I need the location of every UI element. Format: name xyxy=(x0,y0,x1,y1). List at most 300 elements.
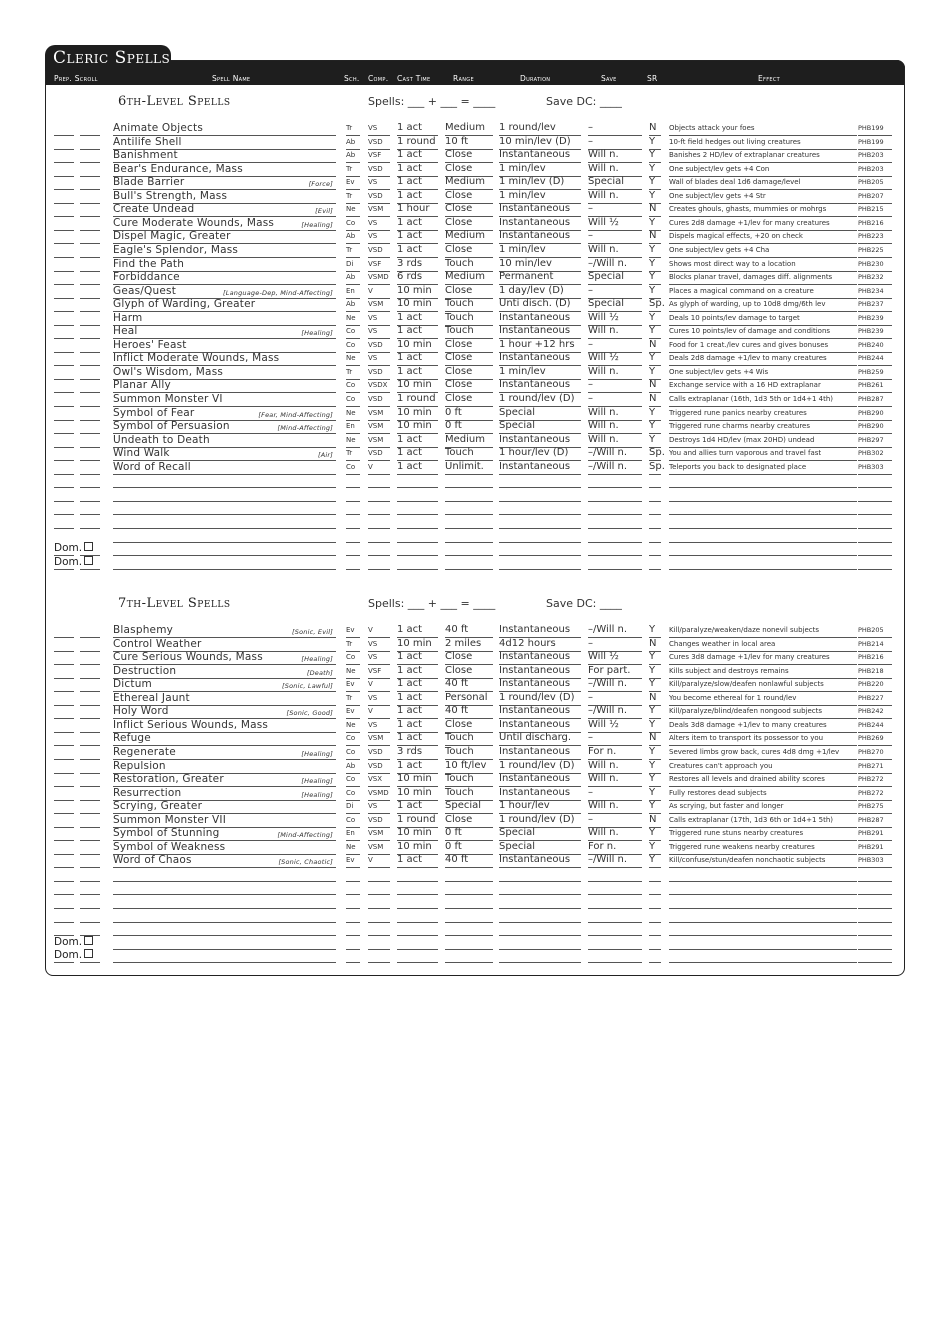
prepared-field[interactable] xyxy=(54,420,74,434)
prepared-field[interactable] xyxy=(54,434,74,448)
spell-row xyxy=(0,352,950,366)
prepared-field[interactable] xyxy=(54,339,74,353)
spell-name xyxy=(113,949,336,963)
spell-comp xyxy=(368,529,390,543)
spell-dur-text: Special xyxy=(499,840,536,852)
domain-checkbox[interactable] xyxy=(84,936,93,945)
spell-sr xyxy=(649,298,665,312)
spell-save xyxy=(588,447,642,461)
spell-sr-text: Y xyxy=(649,257,656,269)
scroll-field[interactable] xyxy=(80,136,100,150)
spell-ref-text: PHB287 xyxy=(858,815,884,824)
spell-descriptor: [Healing] xyxy=(301,655,333,664)
spell-dur xyxy=(499,800,581,814)
spell-effect xyxy=(669,461,857,475)
spell-sch-text: Ev xyxy=(346,178,355,187)
prepared-field[interactable] xyxy=(54,136,74,150)
prepared-field[interactable] xyxy=(54,447,74,461)
prepared-field[interactable] xyxy=(54,271,74,285)
domain-slot[interactable] xyxy=(54,936,102,949)
prepared-field[interactable] xyxy=(54,176,74,190)
spell-effect-text: One subject/lev gets +4 Con xyxy=(669,164,770,173)
scroll-field[interactable] xyxy=(80,787,100,801)
spell-save xyxy=(588,461,642,475)
spell-ref xyxy=(858,542,892,556)
spell-name xyxy=(113,434,336,448)
spell-comp-text: V xyxy=(368,626,373,634)
prepared-field[interactable] xyxy=(54,881,74,895)
spell-ref xyxy=(858,705,892,719)
spell-sch-text: Di xyxy=(346,802,354,811)
spell-name-text: Eagle's Splendor, Mass xyxy=(113,243,239,256)
spell-comp-text: VSD xyxy=(368,747,383,756)
scroll-field[interactable] xyxy=(80,922,100,936)
spell-save xyxy=(588,217,642,231)
blank-spell-row xyxy=(0,474,950,488)
prepared-field[interactable] xyxy=(54,827,74,841)
prepared-field[interactable] xyxy=(54,461,74,475)
spell-cast xyxy=(397,746,438,760)
spell-range-text: 0 ft xyxy=(445,406,462,418)
prepared-field[interactable] xyxy=(54,190,74,204)
prepared-field[interactable] xyxy=(54,352,74,366)
domain-checkbox[interactable] xyxy=(84,949,93,958)
scroll-field[interactable] xyxy=(80,501,100,515)
scroll-field[interactable] xyxy=(80,366,100,380)
spell-cast xyxy=(397,854,438,868)
spell-sr xyxy=(649,692,661,706)
prepared-field[interactable] xyxy=(54,515,74,529)
scroll-field[interactable] xyxy=(80,190,100,204)
scroll-field[interactable] xyxy=(80,149,100,163)
spell-name xyxy=(113,760,336,774)
spell-ref xyxy=(858,379,892,393)
spell-name xyxy=(113,678,336,692)
prepared-field[interactable] xyxy=(54,922,74,936)
prepared-field[interactable] xyxy=(54,895,74,909)
spell-ref-text: PHB230 xyxy=(858,259,884,268)
scroll-field[interactable] xyxy=(80,488,100,502)
spell-dur-text: 1 min/lev xyxy=(499,189,546,201)
save-dc-field-7th[interactable]: Save DC: ____ xyxy=(546,597,622,610)
scroll-field[interactable] xyxy=(80,447,100,461)
spell-save-text: – xyxy=(588,691,593,703)
spells-count-field-6th[interactable]: Spells: ___ + ___ = ____ xyxy=(368,95,496,108)
spell-name-text: Harm xyxy=(113,311,143,324)
spell-comp xyxy=(368,895,390,909)
spell-cast-text: 1 act xyxy=(397,624,423,635)
spell-comp xyxy=(368,501,390,515)
spell-sch xyxy=(346,407,360,421)
scroll-field[interactable] xyxy=(80,651,100,665)
scroll-field[interactable] xyxy=(80,352,100,366)
spell-dur xyxy=(499,909,581,923)
spell-comp xyxy=(368,447,390,461)
scroll-field[interactable] xyxy=(80,312,100,326)
spell-sr-text: Y xyxy=(649,406,656,418)
scroll-field[interactable] xyxy=(80,854,100,868)
spell-save-text: Will n. xyxy=(588,759,619,771)
spell-cast xyxy=(397,352,438,366)
scroll-field[interactable] xyxy=(80,515,100,529)
spell-ref xyxy=(858,122,892,136)
scroll-field[interactable] xyxy=(80,434,100,448)
scroll-field[interactable] xyxy=(80,325,100,339)
spell-name-text: Heroes' Feast xyxy=(113,338,187,351)
prepared-field[interactable] xyxy=(54,665,74,679)
spell-range xyxy=(445,352,493,366)
spell-effect xyxy=(669,515,857,529)
scroll-field[interactable] xyxy=(80,379,100,393)
scroll-field[interactable] xyxy=(80,895,100,909)
spell-name-text: Banishment xyxy=(113,149,178,162)
scroll-field[interactable] xyxy=(80,868,100,882)
domain-checkbox[interactable] xyxy=(84,556,93,565)
spell-name xyxy=(113,827,336,841)
prepared-field[interactable] xyxy=(54,638,74,652)
spell-effect-text: Destroys 1d4 HD/lev (max 20HD) undead xyxy=(669,435,815,444)
spell-save-text: – xyxy=(588,813,593,825)
prepared-field[interactable] xyxy=(54,909,74,923)
spell-name xyxy=(113,312,336,326)
spell-cast-text: 1 act xyxy=(397,705,423,717)
spell-effect xyxy=(669,312,857,326)
scroll-field[interactable] xyxy=(80,271,100,285)
spell-row xyxy=(0,379,950,393)
scroll-field[interactable] xyxy=(80,746,100,760)
spell-save-text: –/Will n. xyxy=(588,447,628,459)
spell-sch xyxy=(346,827,360,841)
scroll-field[interactable] xyxy=(80,244,100,258)
spell-comp xyxy=(368,665,390,679)
prepared-field[interactable] xyxy=(54,488,74,502)
spell-sr-text: Y xyxy=(649,216,656,228)
prepared-field[interactable] xyxy=(54,746,74,760)
spell-sch xyxy=(346,895,360,909)
spell-cast xyxy=(397,244,438,258)
spell-ref-text: PHB244 xyxy=(858,354,884,363)
prepared-field[interactable] xyxy=(54,244,74,258)
spell-cast-text: 10 min xyxy=(397,406,432,418)
prepared-field[interactable] xyxy=(54,719,74,733)
blank-spell-row xyxy=(0,895,950,909)
spell-effect xyxy=(669,936,857,950)
prepared-field[interactable] xyxy=(54,217,74,231)
spell-effect-text: Teleports you back to designated place xyxy=(669,462,807,471)
spell-dur xyxy=(499,624,581,638)
spell-sr xyxy=(649,868,661,882)
prepared-field[interactable] xyxy=(54,122,74,136)
spell-row xyxy=(0,271,950,285)
spell-range xyxy=(445,447,493,461)
spell-save xyxy=(588,936,642,950)
spell-sr-text: Y xyxy=(649,433,656,445)
spell-comp-text: VSD xyxy=(368,395,383,403)
scroll-field[interactable] xyxy=(80,122,100,136)
scroll-field[interactable] xyxy=(80,230,100,244)
spell-effect xyxy=(669,651,857,665)
scroll-field[interactable] xyxy=(80,665,100,679)
scroll-field[interactable] xyxy=(80,285,100,299)
prepared-field[interactable] xyxy=(54,163,74,177)
spell-dur xyxy=(499,271,581,285)
spell-sch-text: Tr xyxy=(346,164,353,173)
spell-range xyxy=(445,420,493,434)
spell-effect-text: Alters item to transport its possessor to you xyxy=(669,734,824,743)
prepared-field[interactable] xyxy=(54,393,74,407)
scroll-field[interactable] xyxy=(80,638,100,652)
spell-name xyxy=(113,325,336,339)
spell-comp xyxy=(368,339,390,353)
scroll-field[interactable] xyxy=(80,678,100,692)
spell-save xyxy=(588,556,642,570)
spell-dur xyxy=(499,339,581,353)
spell-sch xyxy=(346,244,360,258)
scroll-field[interactable] xyxy=(80,881,100,895)
prepared-field[interactable] xyxy=(54,814,74,828)
scroll-field[interactable] xyxy=(80,827,100,841)
spell-sr xyxy=(649,407,661,421)
blank-spell-row xyxy=(0,529,950,543)
save-dc-field-6th[interactable]: Save DC: ____ xyxy=(546,95,622,108)
prepared-field[interactable] xyxy=(54,651,74,665)
spell-sch xyxy=(346,922,360,936)
spell-comp xyxy=(368,949,390,963)
scroll-field[interactable] xyxy=(80,732,100,746)
spell-effect-text: Wall of blades deal 1d6 damage/level xyxy=(669,178,801,187)
spell-comp xyxy=(368,909,390,923)
spell-comp-text: VS xyxy=(368,720,378,729)
scroll-field[interactable] xyxy=(80,773,100,787)
spell-cast-text: 1 act xyxy=(397,718,423,730)
spell-dur xyxy=(499,760,581,774)
spell-row xyxy=(0,420,950,434)
spell-cast-text: 3 rds xyxy=(397,257,423,269)
spell-save-text: Will ½ xyxy=(588,718,619,730)
spell-sr xyxy=(649,379,661,393)
spell-ref-text: PHB271 xyxy=(858,761,884,770)
spell-cast xyxy=(397,163,438,177)
scroll-field[interactable] xyxy=(80,217,100,231)
spell-effect-text: As scrying, but faster and longer xyxy=(669,802,784,811)
prepared-field[interactable] xyxy=(54,705,74,719)
spell-descriptor: [Healing] xyxy=(301,329,333,338)
prepared-field[interactable] xyxy=(54,841,74,855)
scroll-field[interactable] xyxy=(80,624,100,638)
prepared-field[interactable] xyxy=(54,379,74,393)
prepared-field[interactable] xyxy=(54,258,74,272)
spell-ref xyxy=(858,909,892,923)
prepared-field[interactable] xyxy=(54,624,74,638)
spell-effect-text: Cures 2d8 damage +1/lev for many creatures xyxy=(669,218,830,227)
spell-effect-text: Kill/paralyze/blind/deafen nongood subjects xyxy=(669,707,823,716)
spell-ref-text: PHB237 xyxy=(858,300,884,309)
spell-range xyxy=(445,827,493,841)
prepared-field[interactable] xyxy=(54,285,74,299)
spell-dur xyxy=(499,366,581,380)
spell-name xyxy=(113,461,336,475)
scroll-field[interactable] xyxy=(80,760,100,774)
prepared-field[interactable] xyxy=(54,230,74,244)
domain-checkbox[interactable] xyxy=(84,542,93,551)
spell-sch-text: Co xyxy=(346,218,356,227)
prepared-field[interactable] xyxy=(54,773,74,787)
spell-effect xyxy=(669,163,857,177)
spell-dur xyxy=(499,325,581,339)
spell-cast xyxy=(397,339,438,353)
spell-save xyxy=(588,244,642,258)
spell-sr-text: Y xyxy=(649,651,656,663)
scroll-field[interactable] xyxy=(80,461,100,475)
spell-ref xyxy=(858,868,892,882)
scroll-field[interactable] xyxy=(80,407,100,421)
spell-dur xyxy=(499,258,581,272)
prepared-field[interactable] xyxy=(54,678,74,692)
spell-comp xyxy=(368,434,390,448)
spell-sch xyxy=(346,366,360,380)
spell-comp xyxy=(368,705,390,719)
spell-effect xyxy=(669,638,857,652)
domain-label: Dom. xyxy=(54,936,83,948)
scroll-field[interactable] xyxy=(80,800,100,814)
prepared-field[interactable] xyxy=(54,760,74,774)
spell-row xyxy=(0,298,950,312)
domain-slot[interactable] xyxy=(54,949,102,962)
spell-name xyxy=(113,149,336,163)
spell-ref xyxy=(858,760,892,774)
prepared-field[interactable] xyxy=(54,312,74,326)
spell-cast xyxy=(397,814,438,828)
spell-effect xyxy=(669,841,857,855)
spell-comp-text: VSD xyxy=(368,815,383,824)
spell-comp xyxy=(368,474,390,488)
spell-sr-text: Y xyxy=(649,243,656,255)
scroll-field[interactable] xyxy=(80,420,100,434)
spell-name-text: Wind Walk xyxy=(113,447,170,460)
spell-row xyxy=(0,841,950,855)
spell-name-text: Undeath to Death xyxy=(113,433,210,446)
scroll-field[interactable] xyxy=(80,719,100,733)
spell-range-text: 40 ft xyxy=(445,705,469,717)
prepared-field[interactable] xyxy=(54,325,74,339)
spell-range xyxy=(445,501,493,515)
section-title-7th: 7th-Level Spells xyxy=(118,596,231,611)
spell-effect xyxy=(669,258,857,272)
prepared-field[interactable] xyxy=(54,474,74,488)
spell-save-text: – xyxy=(588,338,593,350)
spell-sch xyxy=(346,692,360,706)
spells-count-field-7th[interactable]: Spells: ___ + ___ = ____ xyxy=(368,597,496,610)
spell-ref xyxy=(858,258,892,272)
spell-dur xyxy=(499,895,581,909)
spell-ref xyxy=(858,420,892,434)
domain-slot[interactable] xyxy=(54,556,102,569)
prepared-field[interactable] xyxy=(54,854,74,868)
prepared-field[interactable] xyxy=(54,529,74,543)
scroll-field[interactable] xyxy=(80,163,100,177)
spell-comp-text: VS xyxy=(368,232,378,241)
domain-label: Dom. xyxy=(54,949,83,961)
blank-spell-row xyxy=(0,542,950,556)
spell-ref xyxy=(858,841,892,855)
scroll-field[interactable] xyxy=(80,474,100,488)
spell-effect xyxy=(669,285,857,299)
scroll-field[interactable] xyxy=(80,393,100,407)
blank-spell-row xyxy=(0,909,950,923)
spell-cast xyxy=(397,515,438,529)
scroll-field[interactable] xyxy=(80,529,100,543)
scroll-field[interactable] xyxy=(80,909,100,923)
prepared-field[interactable] xyxy=(54,868,74,882)
spell-ref xyxy=(858,814,892,828)
spell-comp-text: V xyxy=(368,856,373,865)
scroll-field[interactable] xyxy=(80,298,100,312)
scroll-field[interactable] xyxy=(80,705,100,719)
scroll-field[interactable] xyxy=(80,339,100,353)
spell-save-text: – xyxy=(588,393,593,404)
spell-range xyxy=(445,434,493,448)
prepared-field[interactable] xyxy=(54,692,74,706)
prepared-field[interactable] xyxy=(54,787,74,801)
spell-name-text: Summon Monster VI xyxy=(113,393,223,405)
spell-range-text: Touch xyxy=(445,257,474,269)
scroll-field[interactable] xyxy=(80,176,100,190)
spell-ref-text: PHB297 xyxy=(858,435,884,444)
prepared-field[interactable] xyxy=(54,149,74,163)
spell-save xyxy=(588,732,642,746)
prepared-field[interactable] xyxy=(54,732,74,746)
spell-save xyxy=(588,868,642,882)
prepared-field[interactable] xyxy=(54,203,74,217)
spell-ref-text: PHB239 xyxy=(858,313,884,322)
spell-sr-text: Y xyxy=(649,745,656,757)
prepared-field[interactable] xyxy=(54,501,74,515)
spell-comp xyxy=(368,854,390,868)
prepared-field[interactable] xyxy=(54,407,74,421)
spell-sch-text: Di xyxy=(346,259,354,268)
spell-ref xyxy=(858,651,892,665)
domain-label: Dom. xyxy=(54,556,83,568)
scroll-field[interactable] xyxy=(80,814,100,828)
spell-cast-text: 10 min xyxy=(397,786,432,798)
spell-sch xyxy=(346,163,360,177)
spell-effect xyxy=(669,474,857,488)
spell-comp-text: VSF xyxy=(368,259,382,268)
spell-sch xyxy=(346,515,360,529)
prepared-field[interactable] xyxy=(54,800,74,814)
scroll-field[interactable] xyxy=(80,203,100,217)
spell-name-text: Word of Recall xyxy=(113,460,191,473)
spell-name xyxy=(113,379,336,393)
spell-save-text: Will n. xyxy=(588,433,619,445)
spell-comp xyxy=(368,393,390,407)
spell-ref xyxy=(858,352,892,366)
scroll-field[interactable] xyxy=(80,692,100,706)
scroll-field[interactable] xyxy=(80,258,100,272)
spell-dur xyxy=(499,638,581,652)
spell-name-text: Repulsion xyxy=(113,759,166,772)
prepared-field[interactable] xyxy=(54,298,74,312)
spell-effect-text: Deals 2d8 damage +1/lev to many creatures xyxy=(669,354,827,363)
spell-save xyxy=(588,515,642,529)
blank-spell-row xyxy=(0,488,950,502)
spell-save-text: Will n. xyxy=(588,325,619,337)
spell-save-text: Will n. xyxy=(588,406,619,418)
prepared-field[interactable] xyxy=(54,366,74,380)
spell-sch xyxy=(346,909,360,923)
domain-slot[interactable] xyxy=(54,542,102,555)
scroll-field[interactable] xyxy=(80,841,100,855)
